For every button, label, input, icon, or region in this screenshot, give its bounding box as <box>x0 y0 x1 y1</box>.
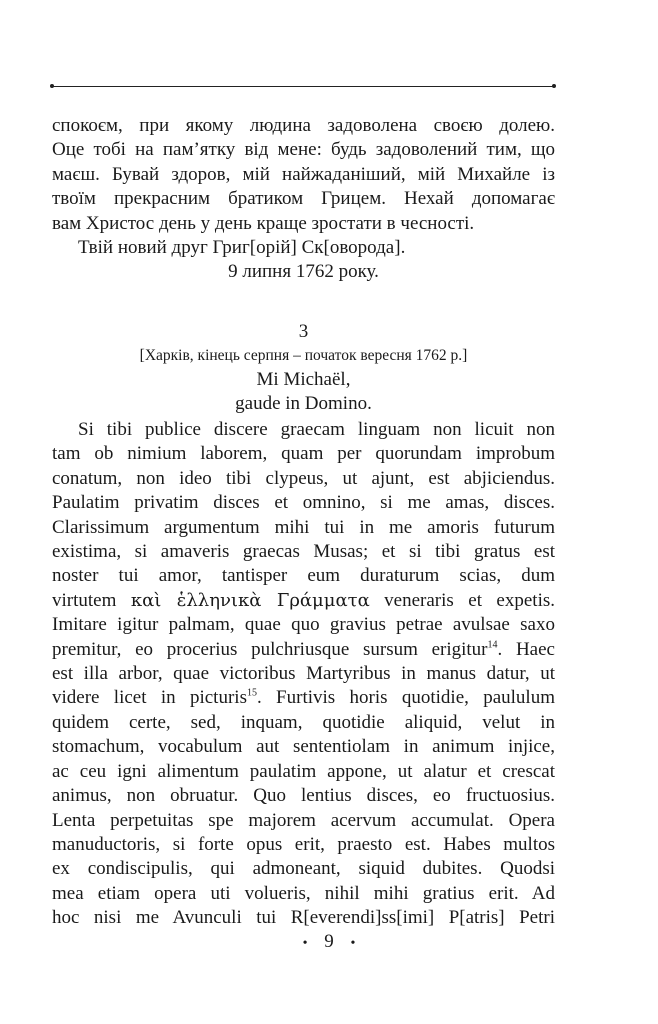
letter2-date: 9 липня 1762 року. <box>228 261 379 283</box>
text-line-greek <box>52 589 555 613</box>
text-segment: premitur, eo procerius pulchriusque sursum erigitur <box>52 638 488 660</box>
footer-bullet-right: • <box>350 936 356 951</box>
footer-bullet-left: • <box>302 936 308 951</box>
text-line: маєш. Бувай здоров, мій найжаданіший, мій Михайле із <box>52 163 555 185</box>
letter-number: 3 <box>298 321 309 342</box>
page-number: 9 <box>324 931 334 952</box>
text-line: Paulatim privatim disces et omnino, si me amas, disces. <box>52 492 555 514</box>
text-segment: virtutem <box>52 589 131 611</box>
text-line: existima, si amaveris graecas Musas; et si tibi gratus est <box>52 541 555 563</box>
text-line: Si tibi publice discere graecam linguam non licuit non <box>78 419 555 440</box>
salutation-line-1: Mi Michaël, <box>256 369 351 390</box>
text-line-footnote <box>52 686 555 710</box>
text-line: noster tui amor, tantisper eum duraturum scias, dum <box>52 565 555 587</box>
letter2-signature: Твій новий друг Григ[орій] Ск[оворода]. <box>78 237 406 259</box>
text-line: tam ob nimium laborem, quam per quorundam improbum <box>52 443 555 465</box>
text-line: conatum, non ideo tibi clypeus, ut ajunt, est abjiciendus. <box>52 467 555 489</box>
header-rule <box>52 86 555 87</box>
letter3-body <box>52 418 555 931</box>
text-segment: . Haec <box>497 638 555 660</box>
header-rule-dot-left <box>50 84 54 88</box>
text-line: mea etiam opera uti volueris, nihil mihi gratius erit. Ad <box>52 882 555 904</box>
text-segment: veneraris et expetis. <box>369 589 555 611</box>
text-line: ex condiscipulis, qui admoneant, siquid dubites. Quodsi <box>52 858 555 880</box>
text-line: твоїм прекрасним братиком Грицем. Нехай допомагає <box>52 188 555 210</box>
text-line: est illa arbor, quae victoribus Martyribus in manus datur, ut <box>52 663 555 685</box>
footnote-marker-15: 15 <box>246 688 257 700</box>
letter-salutation <box>52 368 555 417</box>
text-line: вам Христос день у день краще зростати в чесності. <box>52 212 475 234</box>
text-line: quidem certe, sed, inquam, quotidie aliquid, velut in <box>52 711 555 733</box>
header-rule-dot-right <box>552 84 556 88</box>
text-line: animus, non obruatur. Quo lentius disces, eo fructuosius. <box>52 785 555 807</box>
text-line: Imitare igitur palmam, quae quo gravius petrae avulsae saxo <box>52 614 555 636</box>
text-line: Clarissimum argumentum mihi tui in me amoris futurum <box>52 516 555 538</box>
greek-phrase: καὶ ἑλληνικὰ Γράμματα <box>130 589 370 611</box>
text-line: stomachum, vocabulum aut sententiolam in animum injice, <box>52 736 555 758</box>
footnote-marker-14: 14 <box>487 639 498 651</box>
text-line: Оце тобі на пам’ятку від мене: будь задоволений тим, що <box>52 139 555 161</box>
text-line: ac ceu igni alimentum paulatim appone, ut alatur et crescat <box>52 760 555 782</box>
page-footer <box>0 930 658 956</box>
letter2-closing-paragraph <box>52 114 555 285</box>
text-segment: videre licet in picturis <box>52 687 247 709</box>
salutation-line-2: gaude in Domino. <box>235 393 372 415</box>
letter-place-date: [Харків, кінець серпня – початок вересня 1762 р.] <box>139 347 468 364</box>
text-line: manuductoris, si forte opus erit, praesto est. Habes multos <box>52 833 555 855</box>
text-segment: . Furtivis horis quotidie, paululum <box>256 687 555 709</box>
text-line-footnote <box>52 638 555 662</box>
text-line: hoc nisi me Avunculi tui R[everendi]ss[imi] P[atris] Petri <box>52 907 555 929</box>
text-line: Lenta perpetuitas spe majorem acervum accumulat. Opera <box>52 809 555 831</box>
text-line: спокоєм, при якому людина задоволена своєю долею. <box>52 115 555 136</box>
